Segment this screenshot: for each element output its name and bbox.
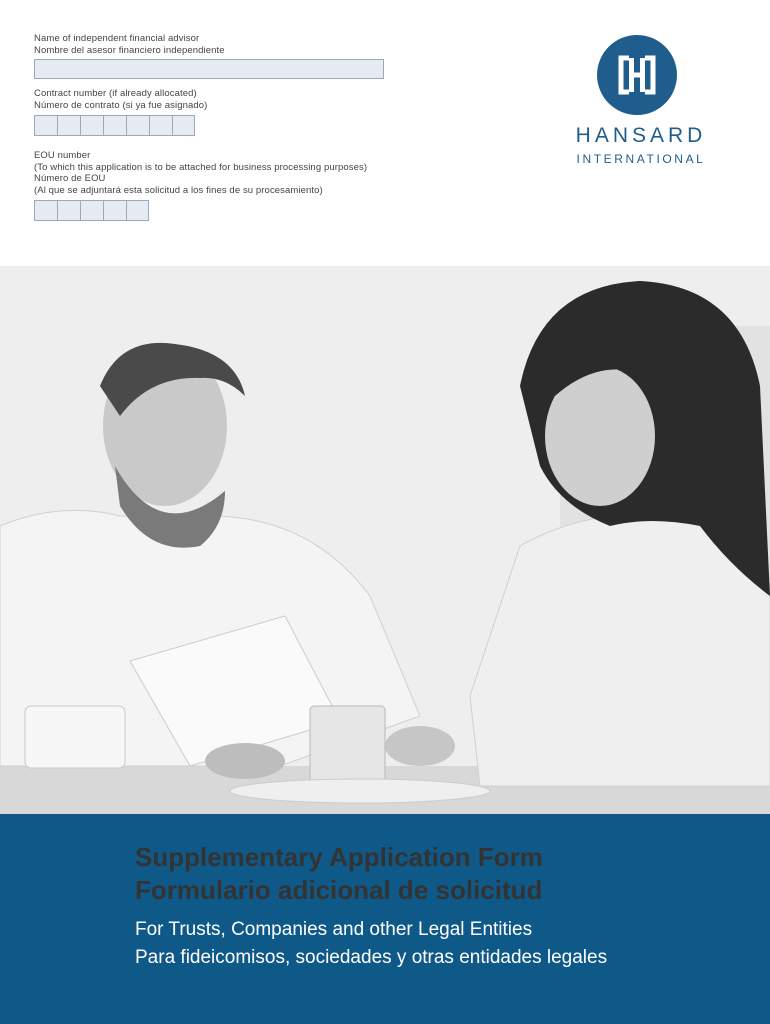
form-title-es: Formulario adicional de solicitud <box>135 875 543 905</box>
contract-digit-box[interactable] <box>172 115 195 136</box>
eou-digit-box[interactable] <box>80 200 103 221</box>
logo-subtitle: INTERNATIONAL <box>576 152 706 166</box>
contract-digit-box[interactable] <box>80 115 103 136</box>
hero-photo-illustration <box>0 266 770 814</box>
eou-label-en: EOU number <box>34 150 91 161</box>
eou-digit-box[interactable] <box>126 200 149 221</box>
eou-digit-box[interactable] <box>103 200 126 221</box>
form-subtitle-es: Para fideicomisos, sociedades y otras entidades legales <box>135 947 608 968</box>
eou-label-es: Número de EOU <box>34 173 106 184</box>
hero-photo <box>0 266 770 814</box>
eou-digit-box[interactable] <box>34 200 57 221</box>
contract-digit-box[interactable] <box>126 115 149 136</box>
advisor-label-en: Name of independent financial advisor <box>34 33 200 44</box>
eou-label <box>34 150 367 196</box>
contract-digit-box[interactable] <box>103 115 126 136</box>
form-title-en: Supplementary Application Form <box>135 842 543 872</box>
logo-wordmark: HANSARD <box>575 124 707 147</box>
eou-digit-box[interactable] <box>57 200 80 221</box>
advisor-label-es: Nombre del asesor financiero independiente <box>34 44 225 56</box>
eou-note-es: (Al que se adjuntará esta solicitud a los fines de su procesamiento) <box>34 184 323 196</box>
eou-number-boxes <box>34 200 149 221</box>
contract-label-es: Número de contrato (si ya fue asignado) <box>34 99 208 111</box>
contract-label <box>34 88 207 111</box>
contract-digit-box[interactable] <box>149 115 172 136</box>
eou-note-en: (To which this application is to be attached for business processing purposes) <box>34 161 368 173</box>
contract-number-boxes <box>34 115 195 136</box>
contract-label-en: Contract number (if already allocated) <box>34 88 197 99</box>
form-subtitle-en: For Trusts, Companies and other Legal Entities <box>135 919 533 940</box>
advisor-name-field[interactable] <box>34 59 384 79</box>
advisor-label <box>34 33 225 56</box>
hansard-emblem-icon <box>596 34 678 116</box>
contract-digit-box[interactable] <box>57 115 80 136</box>
contract-digit-box[interactable] <box>34 115 57 136</box>
